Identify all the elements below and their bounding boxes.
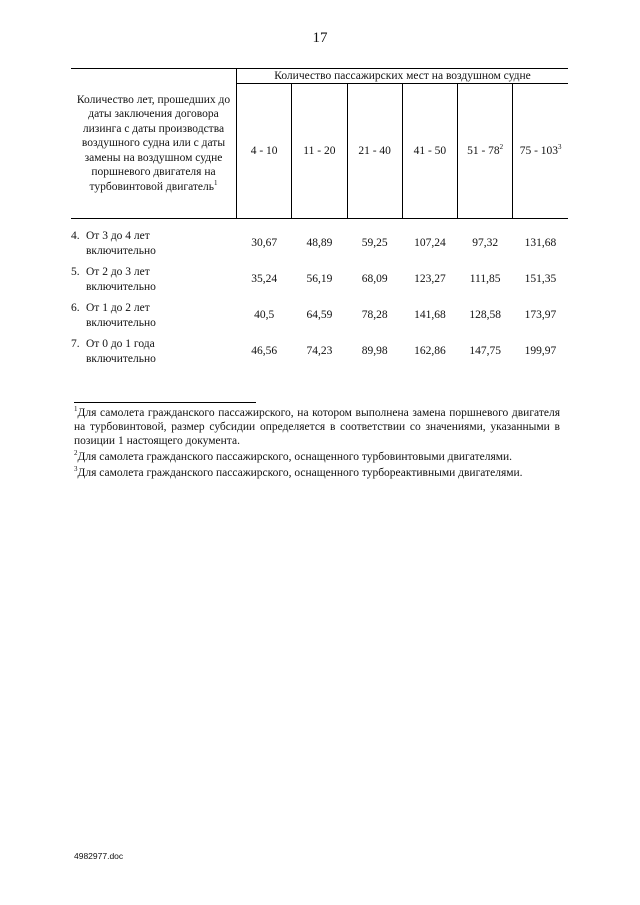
table-row — [71, 337, 568, 373]
column-header-seats: Количество пассажирских мест на воздушном судне — [237, 69, 569, 84]
column-header-years — [71, 69, 237, 219]
seat-range-header: $51 - 78^2$ — [458, 84, 513, 219]
table-cell: 59,25 — [361, 237, 388, 250]
table-cell: 64,59 — [306, 309, 333, 322]
table-row — [71, 301, 568, 337]
footnote-mark: 3 — [558, 143, 562, 152]
table-cell: 68,09 — [361, 273, 388, 286]
table-cell: 123,27 — [414, 273, 446, 286]
table-cell: 162,86 — [414, 345, 446, 358]
row-label: 6. От 1 до 2 лет включительно — [71, 302, 156, 329]
row-label: 5. От 2 до 3 лет включительно — [71, 266, 156, 293]
table-cell: 97,32 — [472, 237, 499, 250]
table-cell: 89,98 — [361, 345, 388, 358]
document-id: 4982977.doc — [74, 851, 124, 861]
seat-range-header: 11 - 20 — [292, 84, 347, 219]
seat-range-header: 21 - 40 — [347, 84, 402, 219]
table-cell: 35,24 — [251, 273, 278, 286]
table-cell: 74,23 — [306, 345, 333, 358]
footnotes — [74, 406, 560, 482]
table-cell: 141,68 — [414, 309, 446, 322]
table-cell: 128,58 — [469, 309, 501, 322]
seat-range-header: 4 - 10 — [237, 84, 292, 219]
table-row — [71, 229, 568, 265]
column-header-years-text: Количество лет, прошедших до даты заключения договора лизинга с даты производства воздушного судна или с даты замены на воздушном судне поршневого двигателя на турбовинтовой двигатель — [76, 93, 231, 193]
seat-range-header: $75 - 103^3$ — [513, 84, 568, 219]
table-cell: 111,85 — [469, 273, 501, 286]
footnote: $^2$Для самолета гражданского пассажирского, оснащенного турбовинтовыми двигателями. — [74, 449, 513, 463]
table-cell: 46,56 — [251, 345, 278, 358]
table-cell: 147,75 — [469, 345, 501, 358]
subsidy-table — [71, 68, 568, 373]
footnote-divider — [74, 402, 256, 403]
table-cell: 78,28 — [361, 309, 388, 322]
table-cell: 173,97 — [524, 309, 557, 322]
table-row — [71, 265, 568, 301]
row-label: 7. От 0 до 1 года включительно — [71, 338, 156, 365]
footnote: $^3$Для самолета гражданского пассажирского, оснащенного турбореактивными двигателями. — [74, 465, 523, 479]
footnote-mark: 2 — [499, 143, 504, 152]
table-cell: 30,67 — [251, 237, 278, 250]
table-cell: 40,5 — [254, 309, 275, 322]
table-cell: 151,35 — [524, 273, 557, 286]
table-cell: 107,24 — [414, 237, 446, 250]
table-cell: 56,19 — [306, 273, 333, 286]
row-label: 4. От 3 до 4 лет включительно — [71, 230, 156, 257]
table-cell: 199,97 — [524, 345, 557, 358]
table-cell: 131,68 — [524, 237, 557, 250]
seat-range-header: 41 - 50 — [402, 84, 457, 219]
footnote: $^1$Для самолета гражданского пассажирского, на котором выполнена замена поршневого двигателя на турбовинтовой, размер субсидии определяется в соответствии со значениями, указанными в позиции 1 настоящего документа. — [74, 405, 560, 447]
table-cell: 48,89 — [306, 237, 333, 250]
page-number: 17 — [312, 30, 328, 46]
footnote-mark: 1 — [214, 178, 218, 187]
